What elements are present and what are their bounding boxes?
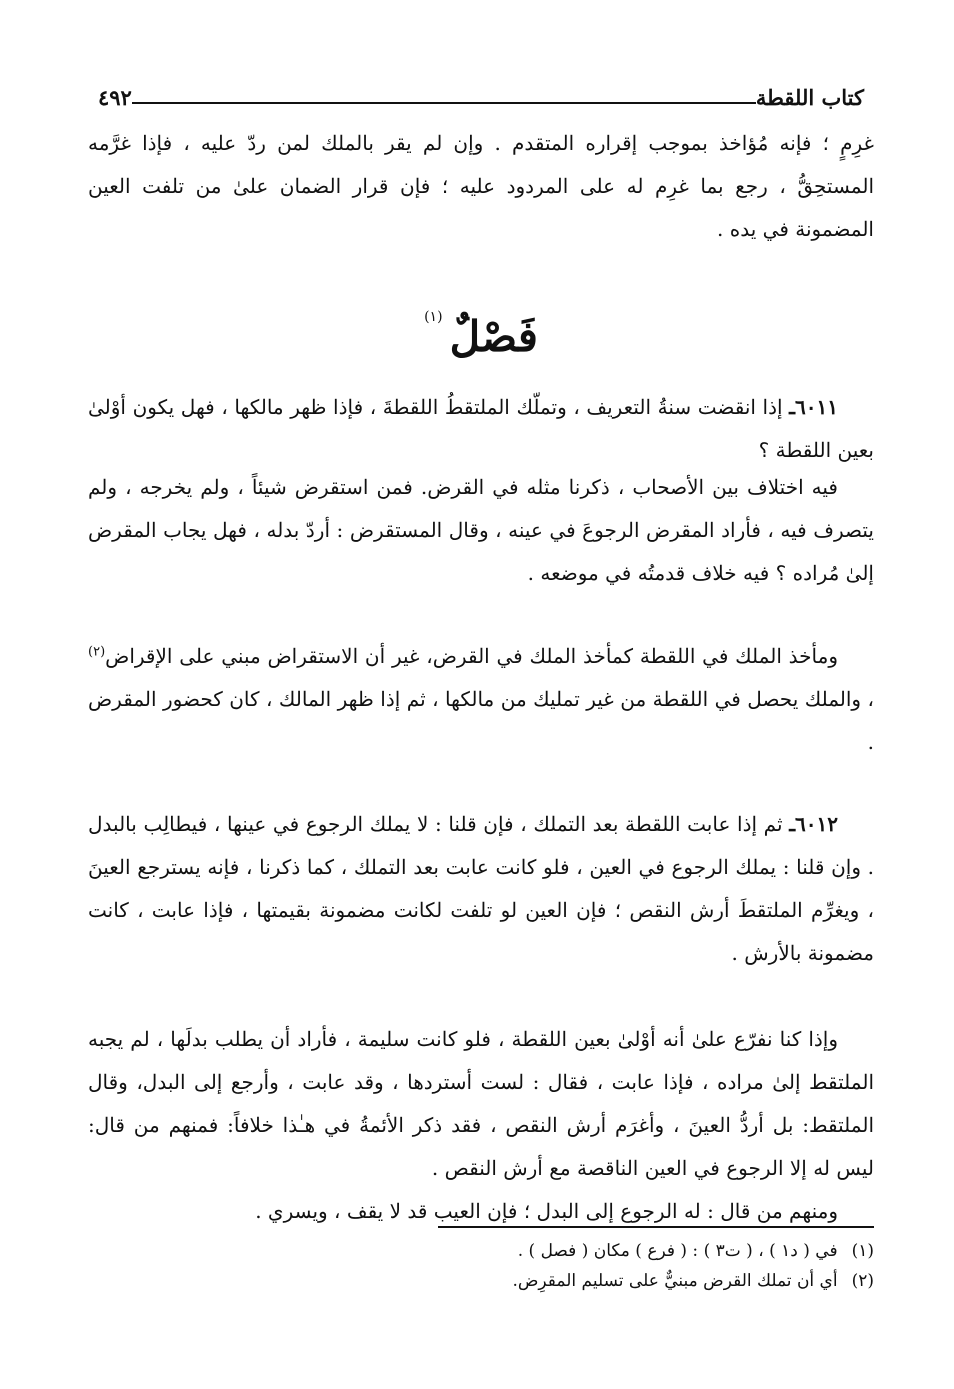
document-page <box>88 60 874 1360</box>
footnotes <box>88 1236 874 1296</box>
section-heading <box>88 302 874 372</box>
paragraph-2: فيه اختلاف بين الأصحاب ، ذكرنا مثله في القرض. فمن استقرض شيئاً ، ولم يخرجه ، ولم يتصرف فيه ، فأراد المقرض الرجوعَ في عينه ، وقال المستقرض : أردّ بدله ، فهل يجاب المقرض إلىٰ مُراده ؟ فيه خلاف قدمتُه في موضعه . <box>88 475 874 585</box>
header-rule <box>132 102 756 104</box>
issue-6011-paragraph <box>88 386 874 472</box>
intro-paragraph-block <box>88 122 874 251</box>
section-footnote-marker[interactable]: (١) <box>424 309 443 325</box>
issue-number: ٦٠١١ـ <box>789 395 838 419</box>
issue-text: ثم إذا عابت اللقطة بعد التملك ، فإن قلنا : لا يملك الرجوع في عينها ، فيطالِب بالبدل . وإن قلنا : يملك الرجوع في العين ، فلو كانت عابت بعد التملك ، كما ذكرنا ، فإنه يسترجع العينَ ، ويغرِّم الملتقطَ أرش النقص ؛ فإن العين لو تلفت لكانت مضمونة بقيمتها ، فإذا عابت ، كانت مضمونة بالأرش . <box>88 812 874 965</box>
paragraph-3-part-1: ومأخذ الملك في اللقطة كمأخذ الملك في القرض، غير أن الاستقراض مبني على الإقراض <box>105 644 838 668</box>
paragraph-3-block <box>88 635 874 764</box>
footnote-marker-2[interactable]: (٢) <box>88 644 106 660</box>
issue-6011-block <box>88 386 874 472</box>
book-title: كتاب اللقطة <box>755 85 864 110</box>
issue-6012-block <box>88 803 874 975</box>
footnote-text: في ( د١ ) ، ( ت٣ ) : ( فرع ) مكان ( فصل ) . <box>517 1241 838 1261</box>
section-title: فَصْلٌ <box>449 312 538 361</box>
issue-number: ٦٠١٢ـ <box>789 812 839 836</box>
page-number: ٤٩٢ <box>98 85 132 110</box>
paragraph-3-part-2: ، والملك يحصل في اللقطة من غير تمليك من مالكها ، ثم إذا ظهر المالك ، كان كحضور المقرض . <box>88 687 874 754</box>
running-header <box>88 74 874 108</box>
footnote-text: أي أن تملك القرض مبنيٌّ على تسليم المقرِض. <box>512 1271 838 1291</box>
footnote-number: (١) <box>851 1241 874 1261</box>
paragraph-3 <box>88 635 874 764</box>
paragraph-2-block <box>88 466 874 595</box>
footnote-2 <box>88 1266 874 1296</box>
footnote-number: (٢) <box>851 1271 874 1291</box>
paragraph-6: ومنهم من قال : له الرجوع إلى البدل ؛ فإن العيب قد لا يقف ، ويسري . <box>255 1199 838 1223</box>
paragraph-5: وإذا كنا نفرّع علىٰ أنه أوْلىٰ بعين اللقطة ، فلو كانت سليمة ، فأراد أن يطلب بدلَها ، لم يجبه الملتقط إلىٰ مراده ، فإذا عابت ، فقال : لست أستردها ، وقد عابت ، وأرجع إلى البدل، وقال الملتقط: بل أردُّ العينَ ، وأغرَم أرش النقص ، فقد ذكر الأئمةُ في هـٰذا خلافاً: فمنهم من قال: ليس له إلا الرجوع في العين الناقصة مع أرش النقص . <box>88 1027 874 1180</box>
footnote-1 <box>88 1236 874 1266</box>
paragraph-5-block <box>88 1018 874 1190</box>
issue-text: إذا انقضت سنةُ التعريف ، وتملّك الملتقطُ اللقطةَ ، فإذا ظهر مالكها ، فهل يكون أوْلىٰ بعين اللقطة ؟ <box>88 395 874 462</box>
footnote-rule <box>438 1226 874 1228</box>
issue-6012-paragraph <box>88 803 874 975</box>
intro-paragraph: غرِمٍ ؛ فإنه مُؤاخذ بموجب إقراره المتقدم . وإن لم يقر بالملك لمن ردّ عليه ، فإذا غرَّمه المستحِقُّ ، رجع بما غرِم له على المردود عليه ؛ فإن قرار الضمان علىٰ من تلفت العين المضمونة في يده . <box>88 131 874 241</box>
